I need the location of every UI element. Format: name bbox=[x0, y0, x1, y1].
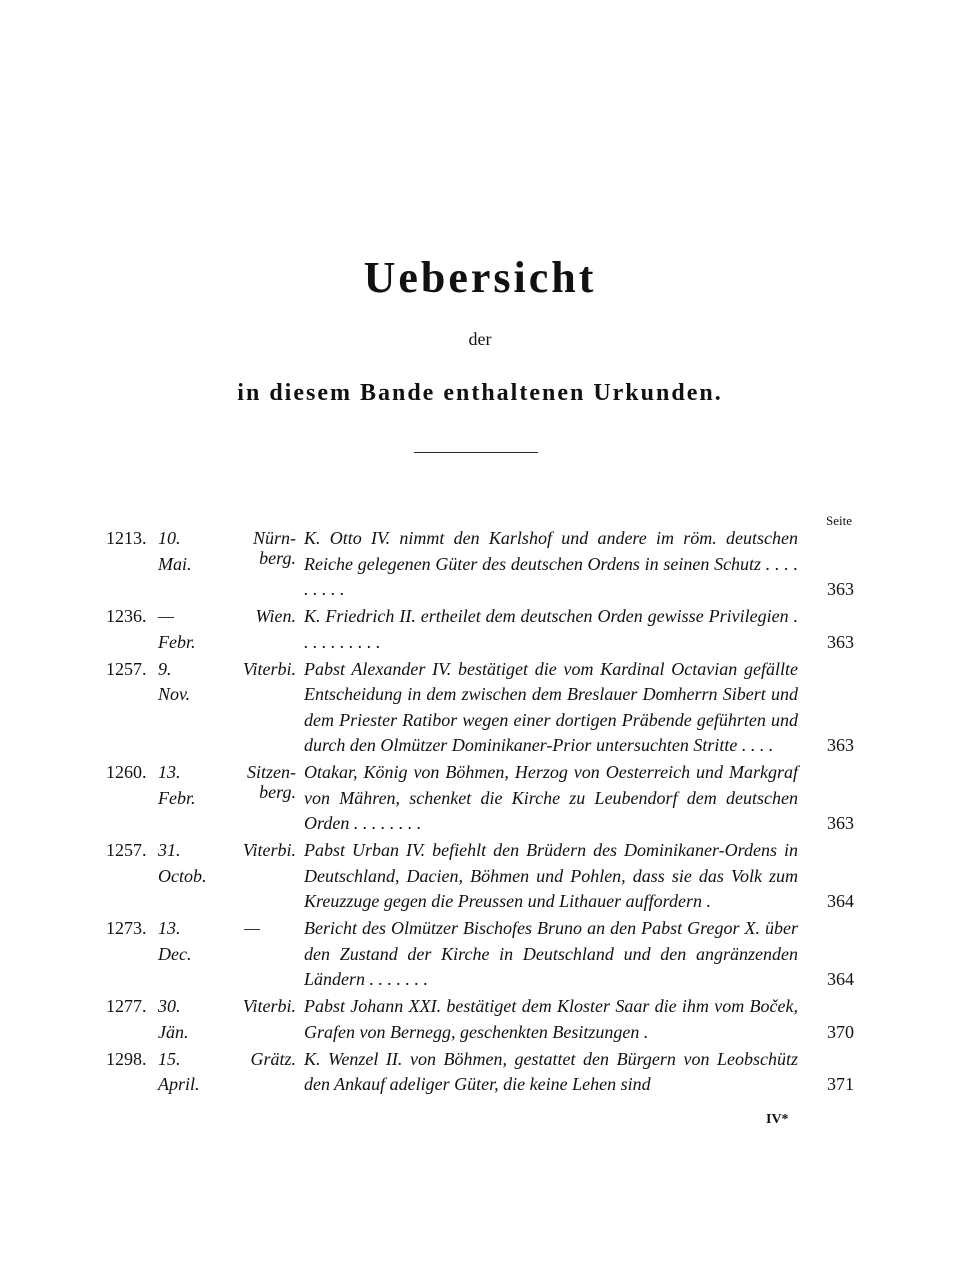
entry-date: 31. Octob. bbox=[158, 840, 207, 886]
entry-text: K. Otto IV. nimmt den Karlshof und andere im röm. deutschen Reiche gelegenen Güter des deutschen Ordens in seinen Schutz . . . . . . . . . bbox=[304, 528, 798, 599]
entry-year: 1236. bbox=[106, 606, 147, 626]
subtitle: der bbox=[468, 329, 492, 349]
entry-page: 363 bbox=[827, 579, 854, 599]
entry-date: — Febr. bbox=[158, 606, 196, 652]
entry-date: 30. Jän. bbox=[158, 996, 189, 1042]
entry-page: 364 bbox=[827, 891, 854, 911]
entry-place: — bbox=[243, 918, 260, 938]
entry-place: Grätz. bbox=[250, 1048, 296, 1069]
entry-text: Pabst Johann XXI. bestätiget dem Kloster Saar die ihm vom Boček, Grafen von Bernegg, geschenkten Besitzungen . bbox=[304, 996, 798, 1042]
entry-place: Viterbi. bbox=[242, 840, 296, 860]
entry-year: 1298. bbox=[106, 1048, 147, 1069]
divider-rule bbox=[414, 452, 538, 453]
entry-page: 363 bbox=[827, 735, 854, 755]
list-item bbox=[106, 994, 854, 1045]
entry-page: 364 bbox=[827, 969, 854, 989]
entry-list bbox=[106, 526, 854, 1099]
entry-page: 363 bbox=[827, 813, 854, 833]
entry-date: 15. April. bbox=[158, 1048, 200, 1094]
entry-date: 13. Dec. bbox=[158, 918, 192, 964]
entry-date: 9. Nov. bbox=[158, 658, 191, 704]
entry-page: 371 bbox=[827, 1074, 854, 1094]
entry-place: Viterbi. bbox=[242, 658, 296, 679]
list-item bbox=[106, 604, 854, 655]
page-column-label: Seite bbox=[826, 513, 852, 528]
entry-place: Nürn- berg. bbox=[252, 528, 296, 568]
entry-year: 1213. bbox=[106, 528, 147, 548]
entry-year: 1257. bbox=[106, 840, 147, 860]
signature-mark: IV* bbox=[766, 1112, 789, 1127]
entry-text: K. Wenzel II. von Böhmen, gestattet den Bürgern von Leobschütz den Ankauf adeliger Güter, die keine Lehen sind bbox=[304, 1048, 798, 1094]
entry-year: 1277. bbox=[106, 996, 147, 1016]
entry-text: Pabst Urban IV. befiehlt den Brüdern des Dominikaner-Ordens in Deutschland, Dacien, Böhmen und Pohlen, dass sie das Volk zum Kreuzzuge gegen die Preussen und Lithauer auffordern . bbox=[304, 840, 798, 911]
entry-year: 1257. bbox=[106, 658, 147, 679]
section-heading: in diesem Bande enthaltenen Urkunden. bbox=[237, 380, 723, 406]
list-item bbox=[106, 916, 854, 993]
entry-text: K. Friedrich II. ertheilet dem deutschen Orden gewisse Privilegien . . . . . . . . . . bbox=[304, 606, 798, 652]
list-item bbox=[106, 760, 854, 837]
entry-place: Wien. bbox=[255, 606, 296, 626]
entry-text: Bericht des Olmützer Bischofes Bruno an den Pabst Gregor X. über den Zustand der Kirche in Deutschland und den angränzenden Ländern . . . . . . . bbox=[304, 918, 798, 989]
entry-year: 1260. bbox=[106, 762, 147, 782]
list-item bbox=[106, 526, 854, 603]
list-item bbox=[106, 1047, 854, 1098]
entry-year: 1273. bbox=[106, 918, 147, 938]
entry-place: Sitzen- berg. bbox=[247, 762, 296, 802]
entry-place: Viterbi. bbox=[242, 996, 296, 1016]
list-item bbox=[106, 657, 854, 759]
entry-date: 10. Mai. bbox=[158, 528, 192, 574]
list-item bbox=[106, 838, 854, 915]
entry-page: 363 bbox=[827, 631, 854, 652]
entry-page: 370 bbox=[827, 1021, 854, 1042]
entry-text: Otakar, König von Böhmen, Herzog von Oesterreich und Markgraf von Mähren, schenket die Kirche zu Leubendorf dem deutschen Orden . . . . . . . . bbox=[304, 762, 798, 833]
entry-date: 13. Febr. bbox=[158, 762, 196, 808]
page-title: Uebersicht bbox=[363, 253, 597, 302]
entry-text: Pabst Alexander IV. bestätiget die vom Kardinal Octavian gefällte Entscheidung in dem zwischen dem Breslauer Domherrn Sibert und dem Priester Ratibor wegen einer dortigen Präbende geführten und durch den Olmützer Dominikaner-Prior untersuchten Stritte . . . . bbox=[304, 658, 798, 755]
